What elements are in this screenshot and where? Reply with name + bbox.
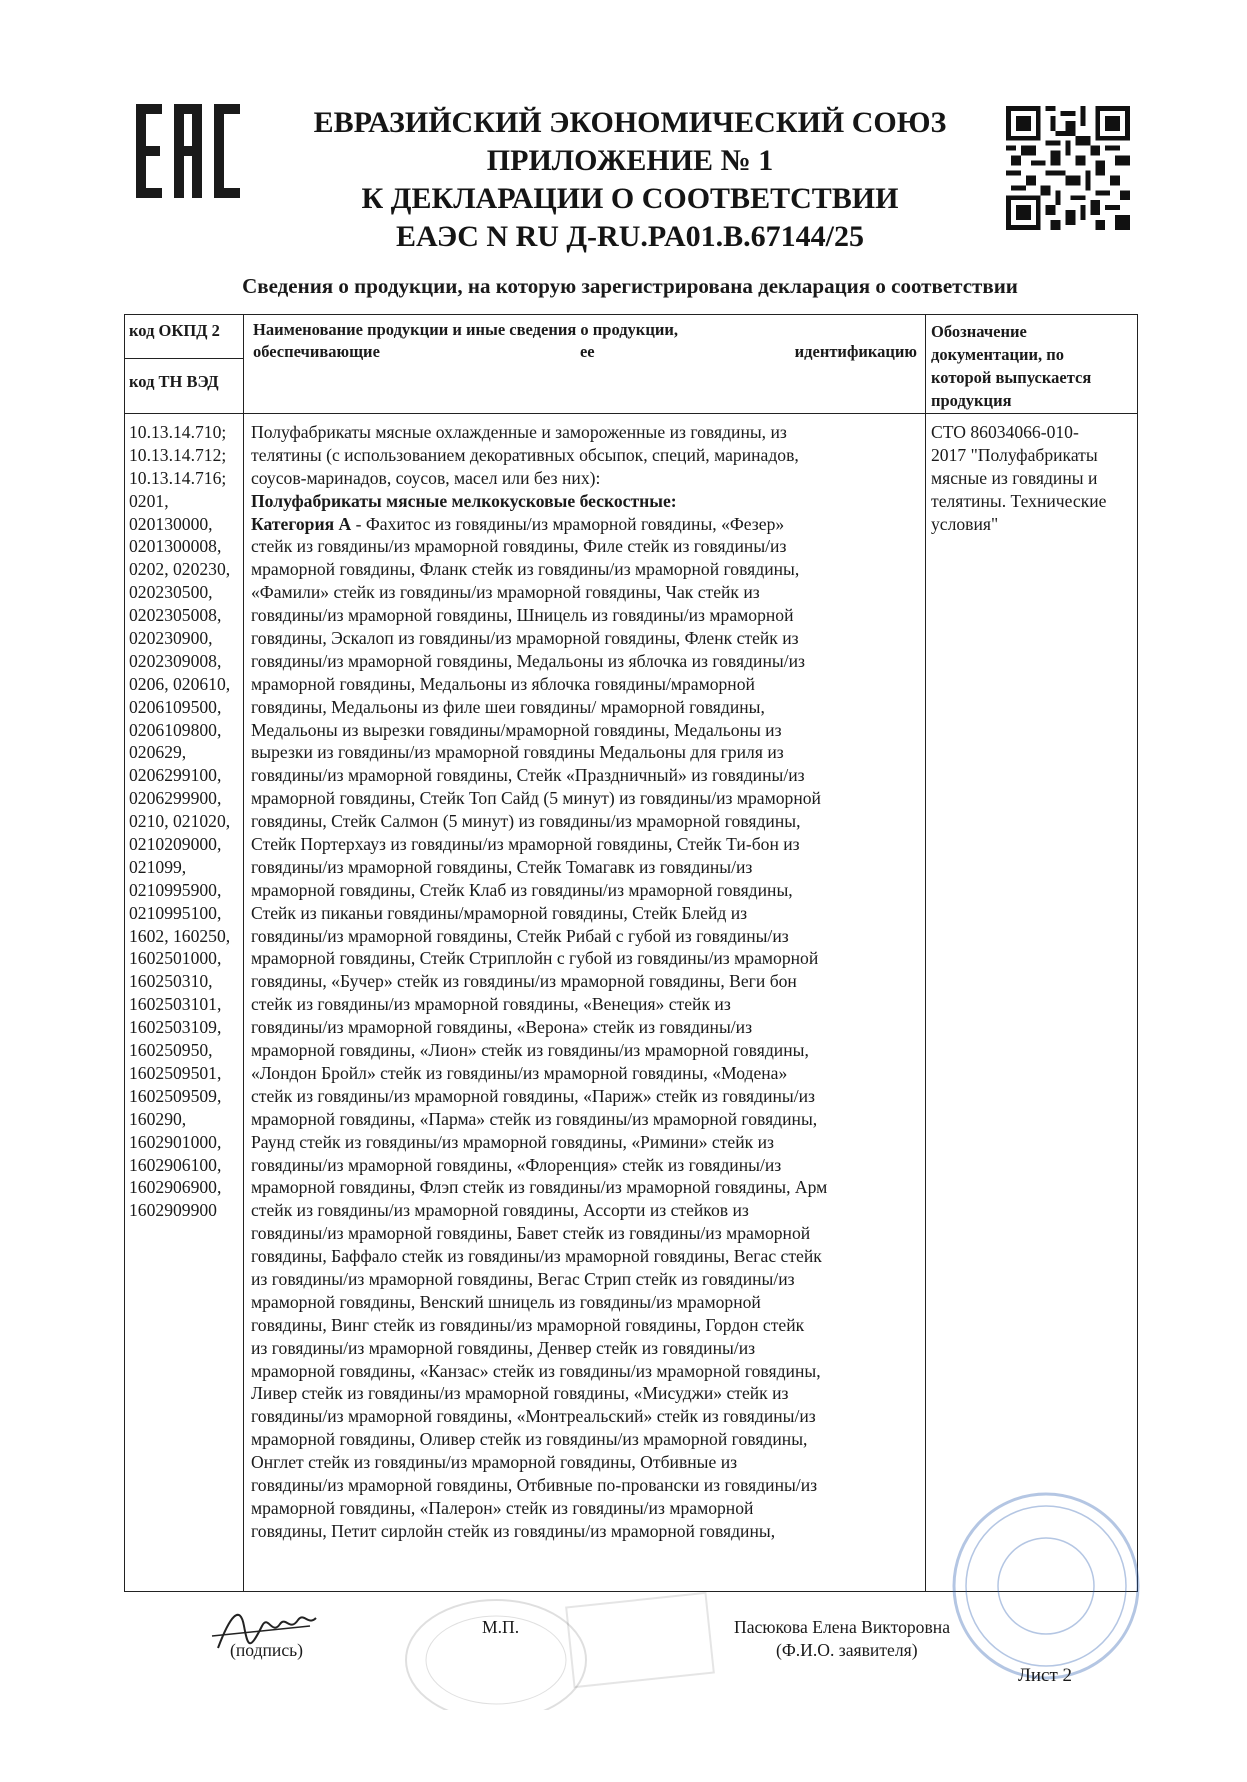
- description-line: телятины (с использованием декоративных обсыпок, специй, маринадов,: [251, 444, 799, 465]
- description-line: мраморной говядины, Стейк Топ Сайд (5 минут) из говядины/из мраморной: [251, 788, 821, 809]
- header-product-name-line-2: обеспечивающие ее идентификацию: [253, 342, 917, 361]
- description-line: мраморной говядины, Венский шницель из говядины/из мраморной: [251, 1291, 761, 1312]
- code-entry: 020230500,: [129, 582, 213, 603]
- description-line: «Лондон Бройл» стейк из говядины/из мраморной говядины, «Модена»: [251, 1062, 788, 1083]
- description-line: соусов-маринадов, соусов, масел или без них):: [251, 467, 601, 488]
- description-line: «Фамили» стейк из говядины/из мраморной говядины, Чак стейк из: [251, 582, 760, 603]
- row-divider: [125, 358, 243, 359]
- header-doc-line: документации, по: [931, 345, 1065, 364]
- code-entry: 0210995100,: [129, 902, 222, 923]
- code-entry: 0202305008,: [129, 605, 222, 626]
- code-entry: 021099,: [129, 856, 187, 877]
- description-line: из говядины/из мраморной говядины, Вегас Стрип стейк из говядины/из: [251, 1268, 795, 1289]
- description-line: мраморной говядины, «Палерон» стейк из говядины/из мраморной: [251, 1497, 754, 1518]
- code-entry: 0210995900,: [129, 879, 222, 900]
- code-entry: 160250950,: [129, 1040, 213, 1061]
- description-line: говядины/из мраморной говядины, Стейк Томагавк из говядины/из: [251, 856, 753, 877]
- code-entry: 1602509509,: [129, 1085, 222, 1106]
- description-line: говядины/из мраморной говядины, Отбивные по-провански из говядины/из: [251, 1474, 818, 1495]
- title-line-3: К ДЕКЛАРАЦИИ О СООТВЕТСТВИИ: [361, 182, 899, 215]
- description-line: говядины, «Бучер» стейк из говядины/из мраморной говядины, Веги бон: [251, 971, 797, 992]
- code-entry: 1602501000,: [129, 948, 222, 969]
- header-doc-line: продукция: [931, 391, 1012, 410]
- code-entry: 10.13.14.710;: [129, 422, 227, 442]
- header-documentation: [931, 320, 1131, 412]
- description-line: вырезки из говядины/из мраморной говядины Медальоны для гриля из: [251, 742, 784, 763]
- description-line: Онглет стейк из говядины/из мраморной говядины, Отбивные из: [251, 1452, 738, 1473]
- doc-line: мясные из говядины и: [931, 467, 1098, 488]
- signature-label: (подпись): [230, 1640, 304, 1660]
- description-line: мраморной говядины, «Парма» стейк из говядины/из мраморной говядины,: [251, 1108, 818, 1129]
- header-product-name-line-1: Наименование продукции и иные сведения о продукции,: [253, 320, 678, 339]
- code-entry: 0202309008,: [129, 650, 222, 671]
- codes-column: [129, 421, 245, 1222]
- description-line: стейк из говядины/из мраморной говядины, «Париж» стейк из говядины/из: [251, 1085, 815, 1106]
- doc-line: телятины. Технические: [931, 490, 1107, 511]
- description-line: говядины/из мраморной говядины, Медальоны из яблочка из говядины/из: [251, 650, 805, 671]
- code-entry: 0206109500,: [129, 696, 222, 717]
- document-title: [260, 104, 1000, 256]
- description-line: мраморной говядины, Оливер стейк из говядины/из мраморной говядины,: [251, 1429, 808, 1450]
- code-entry: 020629,: [129, 742, 187, 763]
- description-line: Медальоны из вырезки говядины/мраморной говядины, Медальоны из: [251, 719, 782, 740]
- registration-stamp-2: [560, 1590, 720, 1690]
- code-entry: 160290,: [129, 1108, 187, 1129]
- description-line: мраморной говядины, «Канзас» стейк из говядины/из мраморной говядины,: [251, 1360, 821, 1381]
- description-line: Ливер стейк из говядины/из мраморной говядины, «Мисуджи» стейк из: [251, 1383, 789, 1404]
- code-entry: 10.13.14.712;: [129, 444, 227, 465]
- applicant-name-label: (Ф.И.О. заявителя): [776, 1640, 918, 1660]
- code-entry: 1602909900: [129, 1200, 217, 1221]
- code-entry: 0201300008,: [129, 536, 222, 557]
- code-entry: 1602503101,: [129, 994, 222, 1015]
- description-line: стейк из говядины/из мраморной говядины, Филе стейк из говядины/из: [251, 536, 787, 557]
- category-label: Категория А: [251, 513, 352, 534]
- description-line: Стейк из пиканьи говядины/мраморной говядины, Стейк Блейд из: [251, 902, 748, 923]
- code-entry: 1602, 160250,: [129, 925, 231, 946]
- code-entry: 1602901000,: [129, 1131, 222, 1152]
- product-table: [124, 314, 1138, 1592]
- code-entry: 0210209000,: [129, 834, 222, 855]
- description-line: Раунд стейк из говядины/из мраморной говядины, «Римини» стейк из: [251, 1131, 774, 1152]
- code-entry: 160250310,: [129, 971, 213, 992]
- document-subtitle: Сведения о продукции, на которую зарегистрирована декларация о соответствии: [242, 274, 1018, 298]
- header-doc-line: Обозначение: [931, 322, 1027, 341]
- code-entry: 0206, 020610,: [129, 673, 231, 694]
- description-line: мраморной говядины, Фланк стейк из говядины/из мраморной говядины,: [251, 559, 800, 580]
- code-entry: 10.13.14.716;: [129, 467, 227, 488]
- code-entry: 0206109800,: [129, 719, 222, 740]
- description-line: стейк из говядины/из мраморной говядины, Ассорти из стейков из: [251, 1200, 749, 1221]
- code-entry: 0210, 021020,: [129, 811, 231, 832]
- description-line: говядины/из мраморной говядины, Стейк Рибай с губой из говядины/из: [251, 925, 789, 946]
- doc-line: условия": [931, 513, 999, 534]
- description-line: мраморной говядины, «Лион» стейк из говядины/из мраморной говядины,: [251, 1040, 809, 1061]
- description-line: мраморной говядины, Стейк Клаб из говядины/из мраморной говядины,: [251, 879, 793, 900]
- description-line: говядины/из мраморной говядины, «Верона» стейк из говядины/из: [251, 1017, 753, 1038]
- eac-logo: [136, 104, 240, 198]
- seal-place-label: М.П.: [482, 1617, 520, 1637]
- description-line: мраморной говядины, Флэп стейк из говядины/из мраморной говядины, Арм: [251, 1177, 828, 1198]
- description-line: говядины, Медальоны из филе шеи говядины/ мраморной говядины,: [251, 696, 765, 717]
- code-entry: 1602503109,: [129, 1017, 222, 1038]
- code-entry: 020130000,: [129, 513, 213, 534]
- header-okpd: код ОКПД 2: [129, 321, 220, 340]
- code-entry: 1602906900,: [129, 1177, 222, 1198]
- title-line-4: ЕАЭС N RU Д-RU.PA01.B.67144/25: [395, 220, 864, 253]
- description-line: стейк из говядины/из мраморной говядины, «Венеция» стейк из: [251, 994, 731, 1015]
- product-description: [251, 421, 919, 1543]
- applicant-stamp: [946, 1486, 1146, 1686]
- code-entry: 0202, 020230,: [129, 559, 231, 580]
- column-divider: [925, 315, 926, 1591]
- code-entry: 0206299900,: [129, 788, 222, 809]
- code-entry: 1602906100,: [129, 1154, 222, 1175]
- description-line: Полуфабрикаты мясные мелкокусковые бескостные:: [251, 490, 677, 511]
- doc-line: 2017 "Полуфабрикаты: [931, 444, 1098, 465]
- description-line: говядины, Эскалоп из говядины/из мраморной говядины, Фленк стейк из: [251, 628, 799, 649]
- title-line-2: ПРИЛОЖЕНИЕ № 1: [486, 144, 774, 177]
- description-line: говядины/из мраморной говядины, «Монтреальский» стейк из говядины/из: [251, 1406, 816, 1427]
- doc-line: СТО 86034066-010-: [931, 422, 1079, 442]
- row-divider: [125, 413, 1137, 414]
- description-line: говядины, Винг стейк из говядины/из мраморной говядины, Гордон стейк: [251, 1314, 805, 1335]
- description-line: из говядины/из мраморной говядины, Денвер стейк из говядины/из: [251, 1337, 756, 1358]
- description-line: говядины, Петит сирлойн стейк из говядины/из мраморной говядины,: [251, 1520, 776, 1541]
- header-product-name: [253, 319, 917, 385]
- description-line: говядины/из мраморной говядины, Бавет стейк из говядины/из мраморной: [251, 1223, 811, 1244]
- description-line: мраморной говядины, Медальоны из яблочка говядины/мраморной: [251, 673, 755, 694]
- description-line: говядины, Стейк Салмон (5 минут) из говядины/из мраморной говядины,: [251, 811, 801, 832]
- header-doc-line: которой выпускается: [931, 368, 1092, 387]
- code-entry: 1602509501,: [129, 1062, 222, 1083]
- code-entry: 0206299100,: [129, 765, 222, 786]
- sheet-number: Лист 2: [1018, 1665, 1073, 1686]
- description-line: Полуфабрикаты мясные охлажденные и замороженные из говядины, из: [251, 422, 787, 442]
- description-line: говядины/из мраморной говядины, Стейк «Праздничный» из говядины/из: [251, 765, 805, 786]
- description-line: Стейк Портерхауз из говядины/из мраморной говядины, Стейк Ти-бон из: [251, 834, 800, 855]
- description-line: говядины/из мраморной говядины, «Флоренция» стейк из говядины/из: [251, 1154, 782, 1175]
- code-entry: 020230900,: [129, 628, 213, 649]
- description-line: Категория А - Фахитос из говядины/из мраморной говядины, «Фезер»: [251, 513, 785, 534]
- documentation-column: [931, 421, 1131, 535]
- description-line: мраморной говядины, Стейк Стриплойн с губой из говядины/из мраморной: [251, 948, 819, 969]
- header-tnved: код ТН ВЭД: [129, 372, 219, 391]
- description-line: говядины, Баффало стейк из говядины/из мраморной говядины, Вегас стейк: [251, 1246, 822, 1267]
- qr-code: [1006, 106, 1130, 230]
- applicant-name: Пасюкова Елена Викторовна: [734, 1617, 951, 1637]
- code-entry: 0201,: [129, 490, 169, 511]
- title-line-1: ЕВРАЗИЙСКИЙ ЭКОНОМИЧЕСКИЙ СОЮЗ: [313, 106, 947, 139]
- description-line: говядины/из мраморной говядины, Шницель из говядины/из мраморной: [251, 605, 794, 626]
